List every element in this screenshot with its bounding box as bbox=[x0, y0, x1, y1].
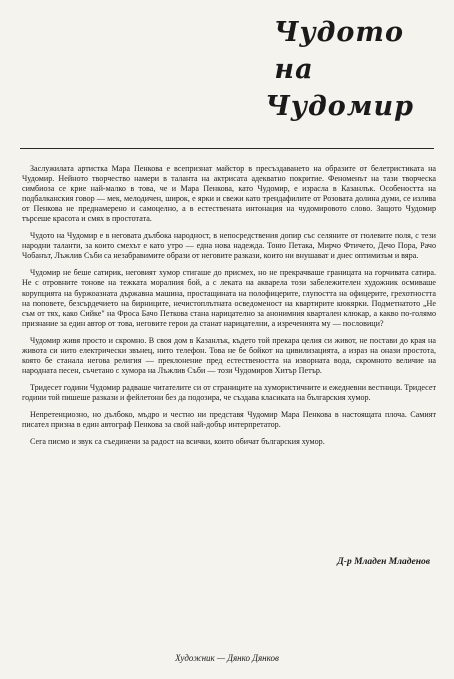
paragraph: Чудомир не беше сатирик, неговият хумор стигаше до присмех, но не прекрачваше границата на горчивата сатира. Не с отровните тонове на тежката моралния бой, а с леката на акварела този забележителен художник осмиваше корупцията на буржоазната държавна машина, простащината на полофицерите, глупостта на офицерите, грехотността на поповете, безсърдечието на бирниците, нечистоплътната осведоменост на квартирите кюкярки. Подметнатото „Не съм от тях, како Сийке" на Фроса Бачо Петкова стана нарицателно за анонимния квартален клюкар, а какво по-голямо признание за един автор от това, неговите герои да станат нарицателни, а изреченията му — пословици? bbox=[22, 268, 436, 328]
page-title bbox=[174, 14, 414, 125]
title-line-2: на bbox=[274, 54, 314, 85]
title-divider bbox=[20, 148, 434, 149]
article-body bbox=[22, 164, 436, 454]
paragraph: Сега писмо и звук са съединени за радост на всички, които обичат българския хумор. bbox=[30, 437, 325, 447]
paragraph: Чудомир живя просто и скромно. В своя дом в Казанлък, където той прекара целия си живот, не постави до края на живота си нито електрически звънец, нито телефон. Това не бе бойкот на цивилизацията, а израз на онази простота, която бе станала негова религия — преклонение пред естествеността на изворната вода, скромното величие на народната песен, съчетано с хумора на Лъжлив Съби — този Чудомиров Хитър Петър. bbox=[22, 335, 436, 375]
artist-credit: Художник — Дянко Дянков bbox=[175, 653, 279, 663]
paragraph: Непретенциозно, но дълбоко, мъдро и честно ни представя Чудомир Мара Пенкова в настоящата плоча. Самият писател призна в един автограф Пенкова за свой най-добър интерпретатор. bbox=[22, 409, 436, 430]
author-signature: Д-р Младен Младенов bbox=[337, 557, 430, 567]
title-line-3: Чудомир bbox=[265, 91, 414, 122]
paragraph: Заслужилата артистка Мара Пенкова е всепризнат майстор в пресъздаването на образите от белетристиката на Чудомир. Нейното творчество намери в таланта на актрисата адекватно покритие. Феноменът на тази творческа симбиоза се крие най-малко в това, че и Мара Пенкова, като Чудомир, е израсла в Казанлък. Особеността на подбалканския говор — мек, мелодичен, широк, е ярки и свежи като трендафилите от Розовата долина думи, се излива от Пенкова не преднамерено и самоцелно, а в естествената интонация на чудомировото слово. Защото Чудомир търсеше красота и смях в простотата. bbox=[22, 164, 436, 224]
paragraph: Тридесет години Чудомир радваше читателите си от страниците на хумористичните и ежедневни вестници. Тридесет години той пишеше разкази и фейлетони без да подозира, че създава класиката на българския хумор. bbox=[22, 382, 436, 402]
title-line-1: Чудото bbox=[273, 17, 404, 48]
paragraph: Чудото на Чудомир е в неговата дълбока народност, в непосредствения допир със селяните от гюлевите поля, с тези народни таланти, за които смехът е като утро — една нова надежда. Тоню Петака, Мирчо Фтичето, Дечо Пора, Рачо Чобанът, Лъжлив Съби са незабравимите образи от неговите разкази, които ни внушават и днес оптимизъм и вяра. bbox=[22, 231, 436, 261]
